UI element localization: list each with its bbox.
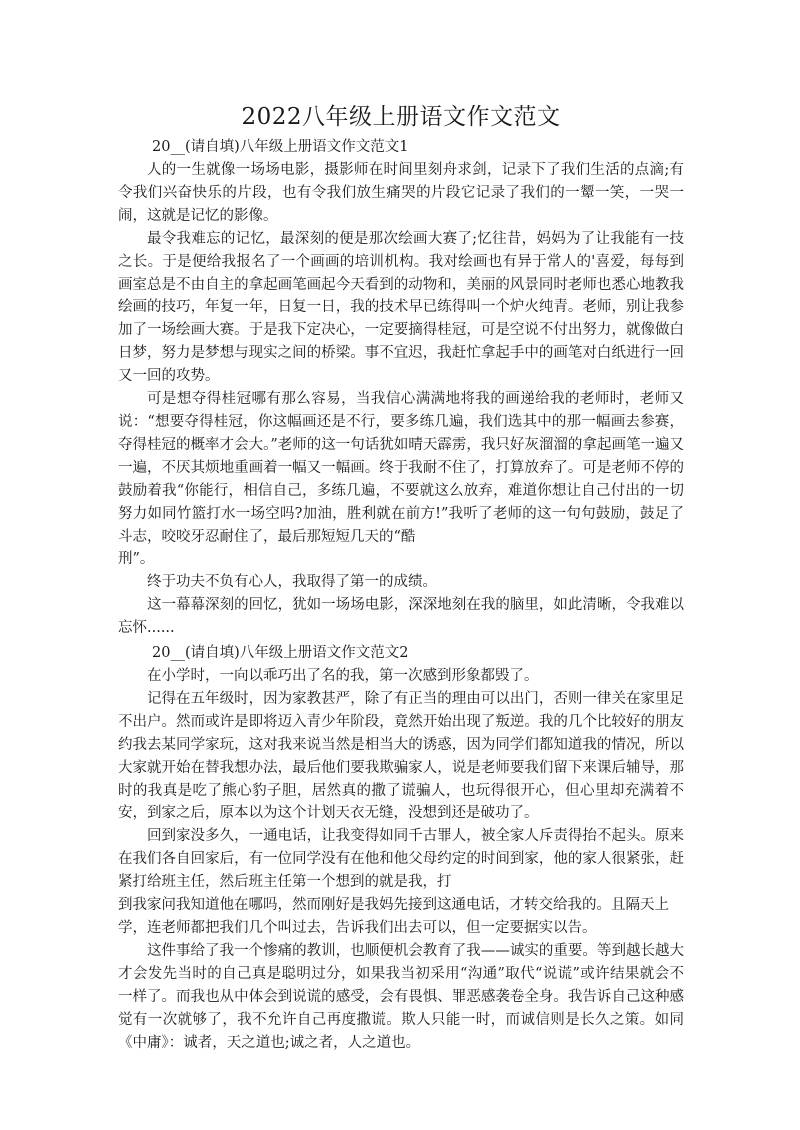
essay-paragraph: 这件事给了我一个惨痛的教训，也顺便机会教育了我——诚实的重要。等到越长越大才会发先当时的自己真是聪明过分，如果我当初采用“沟通”取代“说谎”或许结果就会不一样了。而我也从中体会到说谎的感受，会有畏惧、罪恶感袭卷全身。我告诉自己这种感觉有一次就够了，我不允许自己再度撒谎。欺人只能一时，而诚信则是长久之策。如同《中庸》：诚者，天之道也;诚之者，人之道也。 [118,942,684,1051]
document-page [118,100,684,1054]
essay-paragraph: 终于功夫不负有心人，我取得了第一的成绩。 [147,574,437,591]
essay-paragraph: 可是想夺得桂冠哪有那么容易，当我信心满满地将我的画递给我的老师时，老师又说：“想要夺得桂冠，你这幅画还是不行，要多练几遍，我们选其中的那一幅画去参赛，夺得桂冠的概率才会大。”老师的这一句话犹如晴天霹雳，我只好灰溜溜的拿起画笔一遍又一遍，不厌其烦地重画着一幅又一幅画。终于我耐不住了，打算放弃了。可是老师不停的鼓励着我“你能行，相信自己，多练几遍，不要就这么放弃，难道你想让自己付出的一切努力如同竹篮打水一场空吗?加油，胜利就在前方!”我听了老师的这一句句鼓励，鼓足了斗志，咬咬牙忍耐住了，最后那短短几天的“酷 [118,391,684,545]
essay-paragraph: 在小学时，一向以乖巧出了名的我，第一次感到形象都毁了。 [147,668,539,685]
essay-paragraph: 这一幕幕深刻的回忆，犹如一场场电影，深深地刻在我的脑里，如此清晰，令我难以忘怀...... [118,597,684,637]
essay-paragraph: 人的一生就像一场场电影，摄影师在时间里刻舟求剑，记录下了我们生活的点滴;有令我们兴奋快乐的片段，也有令我们放生痛哭的片段它记录了我们的一颦一笑，一哭一闹，这就是记忆的影像。 [118,162,684,224]
essay-paragraph: 回到家没多久，一通电话，让我变得如同千古罪人，被全家人斥责得抬不起头。原来在我们各自回家后，有一位同学没有在他和他父母约定的时间到家，他的家人很紧张，赶紧打给班主任，然后班主任第一个想到的就是我，打 [118,828,684,891]
essay-heading: 20__(请自填)八年级上册语文作文范文2 [152,645,409,662]
essay-paragraph-tail: 到我家问我知道他在哪吗，然而刚好是我妈先接到这通电话，才转交给我的。且隔天上学，连老师都把我们几个叫过去，告诉我们出去可以，但一定要据实以告。 [118,897,669,936]
essay-paragraph-tail: 刑”。 [118,551,155,568]
essay-paragraph: 最令我难忘的记忆，最深刻的便是那次绘画大赛了;忆往昔，妈妈为了让我能有一技之长。于是便给我报名了一个画画的培训机构。我对绘画也有异于常人的'喜爱，每每到画室总是不由自主的拿起画笔画起今天看到的动物和，美丽的风景同时老师也悉心地教我绘画的技巧，年复一年，日复一日，我的技术早已练得叫一个炉火纯青。老师，别让我参加了一场绘画大赛。于是我下定决心，一定要摘得桂冠，可是空说不付出努力，就像做白日梦，努力是梦想与现实之间的桥梁。事不宜迟，我赶忙拿起手中的画笔对白纸进行一回又一回的攻势。 [118,230,684,385]
essay-section-2 [118,642,684,1054]
essay-paragraph: 记得在五年级时，因为家教甚严，除了有正当的理由可以出门，否则一律关在家里足不出户。然而或许是即将迈入青少年阶段，竟然开始出现了叛逆。我的几个比较好的朋友约我去某同学家玩，这对我来说当然是相当大的诱惑，因为同学们都知道我的情况，所以大家就开始在替我想办法，最后他们要我欺骗家人，说是老师要我们留下来课后辅导，那时的我真是吃了熊心豹子胆，居然真的撒了谎骗人，也玩得很开心，但心里却充满着不安，到家之后，原本以为这个计划天衣无缝，没想到还是破功了。 [118,690,684,822]
document-title: 2022八年级上册语文作文范文 [241,104,561,130]
essay-section-1 [118,136,684,640]
essay-heading: 20__(请自填)八年级上册语文作文范文1 [152,139,409,155]
